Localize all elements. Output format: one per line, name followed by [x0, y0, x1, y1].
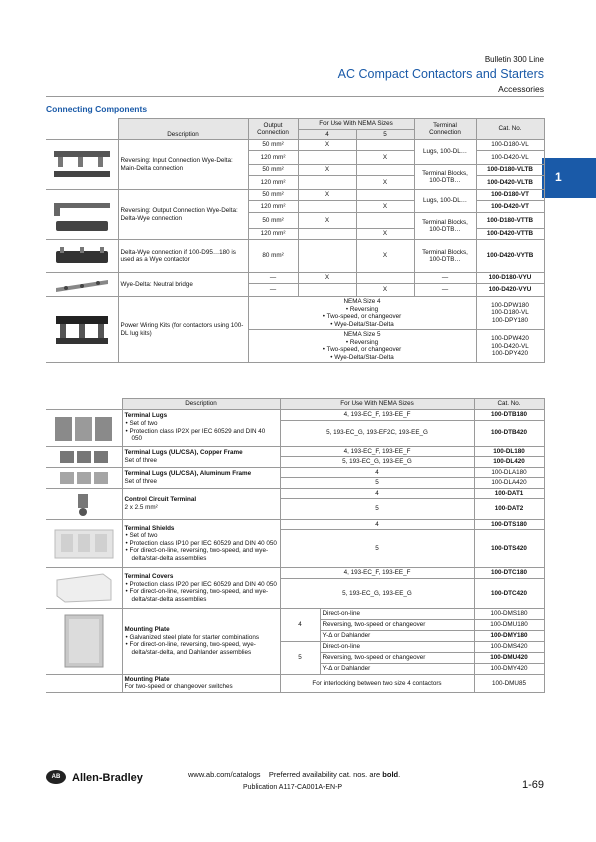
cell-catno: 100-D180-VT [476, 190, 544, 201]
power-kit-size5-cell [248, 330, 476, 363]
cell-catno: 100-DAT2 [474, 499, 544, 519]
th-catno: Cat. No. [476, 119, 544, 140]
cell-size: 4 [280, 488, 474, 499]
cell-catno: 100-D180-VTTB [476, 213, 544, 229]
th-description: Description [122, 399, 280, 410]
cell-catno: 100-DLA180 [474, 467, 544, 478]
cell-size5: X [356, 284, 414, 297]
list-item: • Protection class IP20 per IEC 60529 and DIN 40 050 [132, 581, 278, 589]
page-title: AC Compact Contactors and Starters [337, 67, 544, 81]
cell-type: Y-Δ or Dahlander [320, 663, 474, 674]
cell-output: 120 mm² [248, 176, 298, 190]
cell-catno: 100-D420-VL [476, 151, 544, 165]
cell-size5 [356, 140, 414, 151]
cell-output: 120 mm² [248, 229, 298, 240]
cell-size4 [298, 176, 356, 190]
th-catno: Cat. No. [474, 399, 544, 410]
desc-terminal-covers: Terminal Covers • Protection class IP20 per IEC 60529 and DIN 40 050 • For direct-on-line, reversing, two-speed, and wye-delta/star-delta assemblies [122, 568, 280, 609]
allen-bradley-logo: AB [46, 770, 66, 784]
cell-size: 4, 193-EC_F, 193-EE_F [280, 446, 474, 457]
th-terminal: Terminal Connection [414, 119, 476, 140]
cell-size4: X [298, 140, 356, 151]
cell-size: 5, 193-EC_G, 193-EE_G [280, 457, 474, 468]
list-item: • Set of two [132, 532, 278, 540]
list-item: • For direct-on-line, reversing, two-speed, and wye-delta/star-delta assemblies [132, 547, 278, 562]
cell-terminal: Terminal Blocks, 100-DTB… [414, 213, 476, 240]
list-item: • Wye-Delta/Star-Delta [330, 320, 394, 328]
publication-number: Publication A117-CA001A-EN-P [243, 784, 343, 791]
desc-power-wiring-kits: Power Wiring Kits (for contactors using 100-DL lug kits) [118, 297, 248, 363]
control-terminal-picture [64, 490, 104, 518]
cell-size: 4, 193-EC_F, 193-EE_F [280, 409, 474, 420]
cell-size: 5 [280, 478, 474, 489]
terminal-shields-picture [51, 524, 117, 564]
cell-size4 [298, 240, 356, 273]
cell-catno: 100-DTS420 [474, 530, 544, 568]
desc-neutral-bridge: Wye-Delta: Neutral bridge [118, 273, 248, 297]
cell-catno: 100-DTB420 [474, 420, 544, 446]
cell-catno: 100-DTB180 [474, 409, 544, 420]
cell-size: 4, 193-EC_F, 193-EE_F [280, 568, 474, 579]
cell-catno: 100-DMS420 [474, 641, 544, 652]
cell-output: 80 mm² [248, 240, 298, 273]
power-kit-size4-catnos: 100-DPW180 100-D180-VL 100-DPY180 [476, 297, 544, 330]
cell-size: 4 [280, 608, 320, 641]
cell-catno: 100-D420-VYU [476, 284, 544, 297]
availability-bold: bold [382, 770, 399, 779]
cell-catno: 100-D420-VLTB [476, 176, 544, 190]
output-connection-picture [50, 195, 114, 235]
terminal-lugs-picture [51, 411, 117, 445]
cell-size4 [298, 284, 356, 297]
page-subtitle: Accessories [498, 84, 544, 94]
th-description: Description [118, 119, 248, 140]
terminal-covers-picture [51, 570, 117, 606]
cell-size5 [356, 165, 414, 176]
cell-catno: 100-D180-VL [476, 140, 544, 151]
cell-catno: 100-D420-VT [476, 201, 544, 213]
list-item: • Two-speed, or changeover [322, 313, 402, 321]
th-size4: 4 [298, 129, 356, 140]
cell-type: Y-Δ or Dahlander [320, 630, 474, 641]
cell-size4: X [298, 190, 356, 201]
cell-size5 [356, 273, 414, 284]
cell-size: 5, 193-EC_G, 193-EE_G [280, 578, 474, 608]
delta-wye-image [46, 240, 118, 273]
th-nema: For Use With NEMA Sizes [280, 399, 474, 410]
desc-input-connection: Reversing: Input Connection Wye-Delta: Main-Delta connection [118, 140, 248, 190]
th-size5: 5 [356, 129, 414, 140]
cell-output: — [248, 273, 298, 284]
cell-terminal: Lugs, 100-DL… [414, 140, 476, 165]
desc-control-terminal: Control Circuit Terminal 2 x 2.5 mm² [122, 488, 280, 519]
list-item: • Reversing [345, 305, 379, 313]
cell-output: 50 mm² [248, 213, 298, 229]
availability-note: Preferred availability cat. nos. are [268, 770, 381, 779]
power-kit-size4-cell [248, 297, 476, 330]
footer-url-line: www.ab.com/catalogs Preferred availability cat. nos. are bold. [188, 770, 401, 779]
cell-terminal: Terminal Blocks, 100-DTB… [414, 240, 476, 273]
cell-size: 5 [280, 530, 474, 568]
cell-catno: 100-D180-VYU [476, 273, 544, 284]
cell-output: 50 mm² [248, 140, 298, 151]
aluminum-lugs-picture [54, 469, 114, 487]
cell-size5: X [356, 240, 414, 273]
desc-delta-wye: Delta-Wye connection if 100-D95…180 is used as a Wye contactor [118, 240, 248, 273]
mounting-plate-picture [59, 611, 109, 671]
th-output: Output Connection [248, 119, 298, 140]
cell-size: 5 [280, 499, 474, 519]
series-label: Bulletin 300 Line [484, 55, 544, 64]
cell-size: 4 [280, 467, 474, 478]
cell-catno: 100-DMU180 [474, 619, 544, 630]
list-item: • Protection class IP2X per IEC 60529 and DIN 40 050 [132, 428, 278, 443]
desc-aluminum-lugs: Terminal Lugs (UL/CSA), Aluminum Frame Set of three [122, 467, 280, 488]
cell-output: 50 mm² [248, 190, 298, 201]
chapter-tab[interactable]: 1 [542, 158, 596, 198]
section-title: Connecting Components [46, 104, 148, 114]
cell-output: 120 mm² [248, 201, 298, 213]
cell-catno: 100-D180-VLTB [476, 165, 544, 176]
desc-copper-lugs: Terminal Lugs (UL/CSA), Copper Frame Set of three [122, 446, 280, 467]
cell-size4 [298, 229, 356, 240]
cell-type: Direct-on-line [320, 641, 474, 652]
cell-terminal: Terminal Blocks, 100-DTB… [414, 165, 476, 190]
list-item: • Protection class IP10 per IEC 60529 and DIN 40 050 [132, 540, 278, 548]
cell-size5 [356, 190, 414, 201]
cell-catno: 100-DMS180 [474, 608, 544, 619]
input-connection-picture [50, 147, 114, 183]
cell-catno: 100-DMY180 [474, 630, 544, 641]
power-kit-size5-title: NEMA Size 5 [343, 331, 381, 339]
cell-output: 120 mm² [248, 151, 298, 165]
power-kit-size4-list [251, 306, 474, 329]
terminal-shields-image [46, 519, 122, 568]
desc-terminal-shields: Terminal Shields • Set of two • Protection class IP10 per IEC 60529 and DIN 40 050 • For direct-on-line, reversing, two-speed, and wye-delta/star-delta assemblies [122, 519, 280, 568]
catalog-link[interactable]: www.ab.com/catalogs [188, 770, 261, 779]
desc-terminal-lugs: Terminal Lugs • Set of two • Protection class IP2X per IEC 60529 and DIN 40 050 [122, 409, 280, 446]
terminal-covers-image [46, 568, 122, 609]
cell-terminal: — [414, 284, 476, 297]
aluminum-lugs-image [46, 467, 122, 488]
cell-catno: 100-DMU85 [474, 674, 544, 692]
cell-size4: X [298, 213, 356, 229]
accessories-table [46, 398, 545, 693]
mounting-plate-image [46, 608, 122, 674]
list-item: • Galvanized steel plate for starter combinations [132, 634, 278, 642]
power-wiring-kit-picture [50, 310, 114, 350]
list-item: • Wye-Delta/Star-Delta [330, 353, 394, 361]
mounting-plate-2-image [46, 674, 122, 692]
desc-mounting-plate-2: Mounting Plate For two-speed or changeover switches [122, 674, 280, 692]
cell-size: For interlocking between two size 4 contactors [280, 674, 474, 692]
power-kit-size5-catnos: 100-DPW420 100-D420-VL 100-DPY420 [476, 330, 544, 363]
list-item: • For direct-on-line, reversing, two-speed, and wye-delta/star-delta assemblies [132, 588, 278, 603]
output-connection-image [46, 190, 118, 240]
cell-output: 50 mm² [248, 165, 298, 176]
delta-wye-picture [52, 243, 112, 269]
brand-name: Allen-Bradley [72, 772, 143, 784]
header-rule [46, 96, 544, 97]
cell-output: — [248, 284, 298, 297]
cell-catno: 100-DTC420 [474, 578, 544, 608]
cell-catno: 100-DL420 [474, 457, 544, 468]
connecting-components-table [46, 118, 545, 363]
terminal-lugs-image [46, 409, 122, 446]
desc-output-connection: Reversing: Output Connection Wye-Delta: Delta-Wye connection [118, 190, 248, 240]
cell-type: Reversing, two-speed or changeover [320, 652, 474, 663]
cell-size5: X [356, 201, 414, 213]
cell-catno: 100-DTS180 [474, 519, 544, 530]
input-connection-image [46, 140, 118, 190]
list-item: • Reversing [345, 338, 379, 346]
cell-size4: X [298, 165, 356, 176]
power-kit-size5-list [251, 339, 474, 362]
neutral-bridge-picture [52, 276, 112, 294]
cell-catno: 100-DAT1 [474, 488, 544, 499]
cell-type: Reversing, two-speed or changeover [320, 619, 474, 630]
cell-size5 [356, 213, 414, 229]
list-item: • Two-speed, or changeover [322, 346, 402, 354]
page-number: 1-69 [521, 779, 544, 791]
list-item: • For direct-on-line, reversing, two-speed, wye-delta/star-delta, and Dahlander assemblies [132, 641, 278, 656]
copper-lugs-picture [54, 448, 114, 466]
cell-catno: 100-DMU420 [474, 652, 544, 663]
cell-size: 5 [280, 641, 320, 674]
cell-terminal: — [414, 273, 476, 284]
copper-lugs-image [46, 446, 122, 467]
cell-size4 [298, 201, 356, 213]
cell-catno: 100-DMY420 [474, 663, 544, 674]
control-terminal-image [46, 488, 122, 519]
th-nema: For Use With NEMA Sizes [298, 119, 414, 130]
cell-terminal: Lugs, 100-DL… [414, 190, 476, 213]
cell-catno: 100-DTC180 [474, 568, 544, 579]
cell-catno: 100-DLA420 [474, 478, 544, 489]
cell-size5: X [356, 229, 414, 240]
cell-size: 5, 193-EC_G, 193-EF2C, 193-EE_G [280, 420, 474, 446]
neutral-bridge-image [46, 273, 118, 297]
cell-size5: X [356, 176, 414, 190]
cell-type: Direct-on-line [320, 608, 474, 619]
header-image-col [46, 399, 122, 410]
cell-size5: X [356, 151, 414, 165]
cell-catno: 100-D420-VYTB [476, 240, 544, 273]
cell-size: 4 [280, 519, 474, 530]
power-kit-size4-title: NEMA Size 4 [343, 298, 381, 306]
list-item: • Set of two [132, 420, 278, 428]
cell-size4 [298, 151, 356, 165]
cell-catno: 100-DL180 [474, 446, 544, 457]
desc-mounting-plate: Mounting Plate • Galvanized steel plate for starter combinations • For direct-on-line, reversing, two-speed, wye-delta/star-delta, and Dahlander assemblies [122, 608, 280, 674]
power-wiring-kit-image [46, 297, 118, 363]
cell-size4: X [298, 273, 356, 284]
header-image-col [46, 119, 118, 140]
cell-catno: 100-D420-VTTB [476, 229, 544, 240]
